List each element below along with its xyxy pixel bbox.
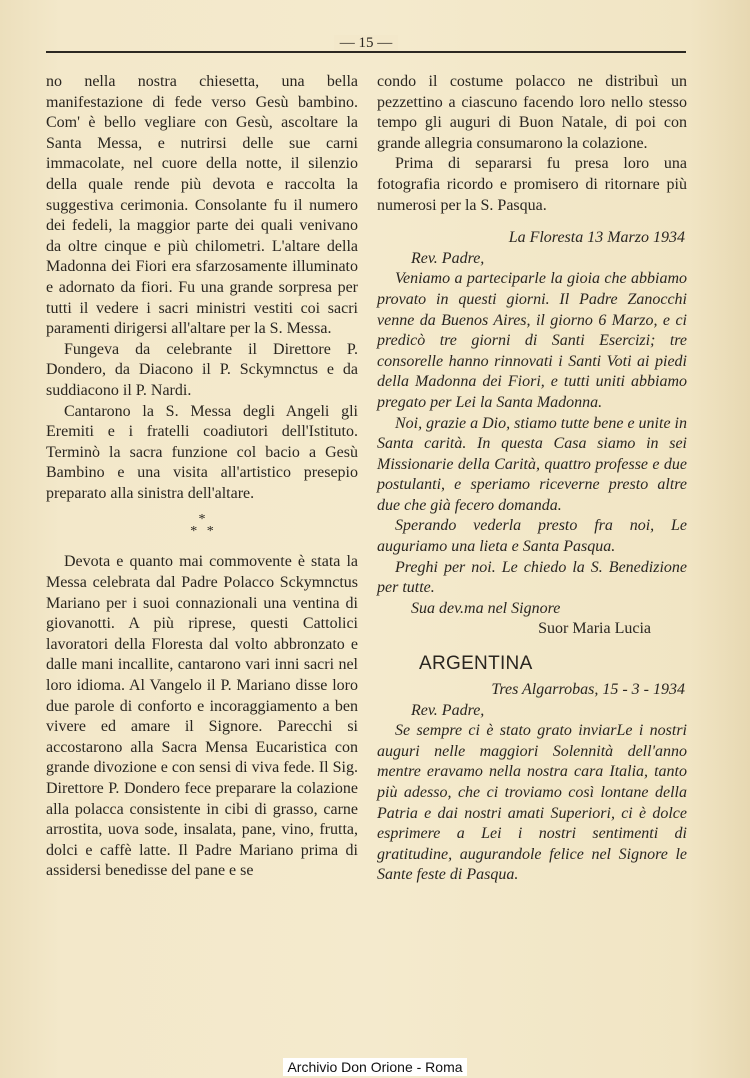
archive-footer (0, 1059, 750, 1075)
letter1-body-2: Noi, grazie a Dio, stiamo tutte bene e unite in Santa carità. In questa Casa siamo in sei Missionarie della Carità, quattro professe e due postulanti, e speriamo riceverne presto altre due che già fecero domanda. (377, 414, 687, 514)
paragraph-continuation: condo il costume polacco ne distribuì un pezzettino a ciascuno facendo loro nello stesso tempo gli auguri di Buon Natale, di poi con grande allegria consumarono la colazione. (377, 73, 687, 152)
letter1-body-4: Preghi per noi. Le chiedo la S. Benedizione per tutte. (377, 558, 687, 597)
page-header (46, 34, 686, 54)
letter1-signature: Suor Maria Lucia (538, 620, 651, 638)
country-heading: ARGENTINA (419, 653, 533, 675)
letter1-body-3: Sperando vederla presto fra noi, Le auguriamo una lieta e Santa Pasqua. (377, 517, 687, 556)
paragraph-singing: Cantarono la S. Messa degli Angeli gli Eremiti e i fratelli coadiutori dell'Istituto. Terminò la sacra funzione col bacio a Gesù Bambino e una visita all'artistico presepio preparato alla sinistra dell'altare. (46, 402, 358, 502)
letter1-dateline: La Floresta 13 Marzo 1934 (508, 229, 685, 247)
letter2-dateline: Tres Algarrobas, 15 - 3 - 1934 (491, 681, 685, 699)
separator-star-top: * (198, 512, 206, 528)
separator-stars-bottom: * * (190, 524, 214, 540)
paragraph-photo: Prima di separarsi fu presa loro una fotografia ricordo e promisero di ritornare più numerosi per la S. Pasqua. (377, 155, 687, 214)
paragraph-christmas-mass: no nella nostra chiesetta, una bella manifestazione di fede verso Gesù bambino. Com' è bello vegliare con Gesù, ascoltare la Santa Messa, e nutrirsi delle sue carni immacolate, nel cuore della notte, il silenzio della quale rende più devota e raccolta la suggestiva cerimonia. Consolante fu il numero dei fedeli, la maggior parte dei quali venivano da oltre cinque e più chilometri. L'altare della Madonna dei Fiori era sfarzosamente illuminato e adornato da fiori. Fu una grande sorpresa per tutti il vedere i sacri ministri vestiti coi sacri paramenti dirigersi all'altare per la S. Messa. (46, 73, 358, 338)
paragraph-polish-mass: Devota e quanto mai commovente è stata la Messa celebrata dal Padre Polacco Sckymnctus Mariano per i suoi connazionali una ventina di giovanotti. A più riprese, questi Cattolici lavoratori della Floresta dal volto abbronzato e dalle mani incallite, cantarono vari inni sacri nel loro idioma. Al Vangelo il P. Mariano disse loro due parole di conforto e incoraggiamento a ben vivere ed amare il Signore. Parecchi si accostarono alla Sacra Mensa Eucaristica con grande divozione e con sensi di viva fede. Il Sig. Direttore P. Dondero fece preparare la colazione alla polacca consistente in cibi di grasso, carne arrostita, uova sode, insalata, pane, vino, frutta, dolci e caffè latte. Il Padre Mariano prima di assidersi benedisse del pane e se (46, 553, 358, 880)
archive-label: Archivio Don Orione - Roma (283, 1058, 466, 1076)
letter1-salutation: Rev. Padre, (411, 249, 485, 267)
letter2-body-1: Se sempre ci è stato grato inviarLe i nostri auguri nelle maggiori Solennità dell'anno mentre eravamo nella nostra cara Italia, tanto più adesso, che ci troviamo così lontane della Patria e dai nostri amati Superiori, ci è dolce esprimere a Lei i nostri sentimenti di gratitudine, augurandole felice nel Signore le Sante feste di Pasqua. (377, 722, 687, 884)
section-separator (46, 514, 358, 538)
page-number: — 15 — (334, 35, 399, 51)
paragraph-celebrants: Fungeva da celebrante il Direttore P. Dondero, da Diacono il P. Sckymnctus e da suddiacono il P. Nardi. (46, 340, 358, 399)
right-column (377, 72, 687, 886)
letter2-salutation: Rev. Padre, (411, 701, 485, 719)
letter1-body-1: Veniamo a parteciparle la gioia che abbiamo provato in questi giorni. Il Padre Zanocchi venne da Buenos Aires, il giorno 6 Marzo, e ci predicò tre giorni di Santi Esercizi; tre consorelle hanno rinnovati i Santi Voti ai piedi della Madonna dei Fiori, e tutti uniti abbiamo pregato per Lei la Santa Madonna. (377, 270, 687, 411)
letter1-closing: Sua dev.ma nel Signore (411, 599, 561, 617)
left-column (46, 72, 358, 882)
